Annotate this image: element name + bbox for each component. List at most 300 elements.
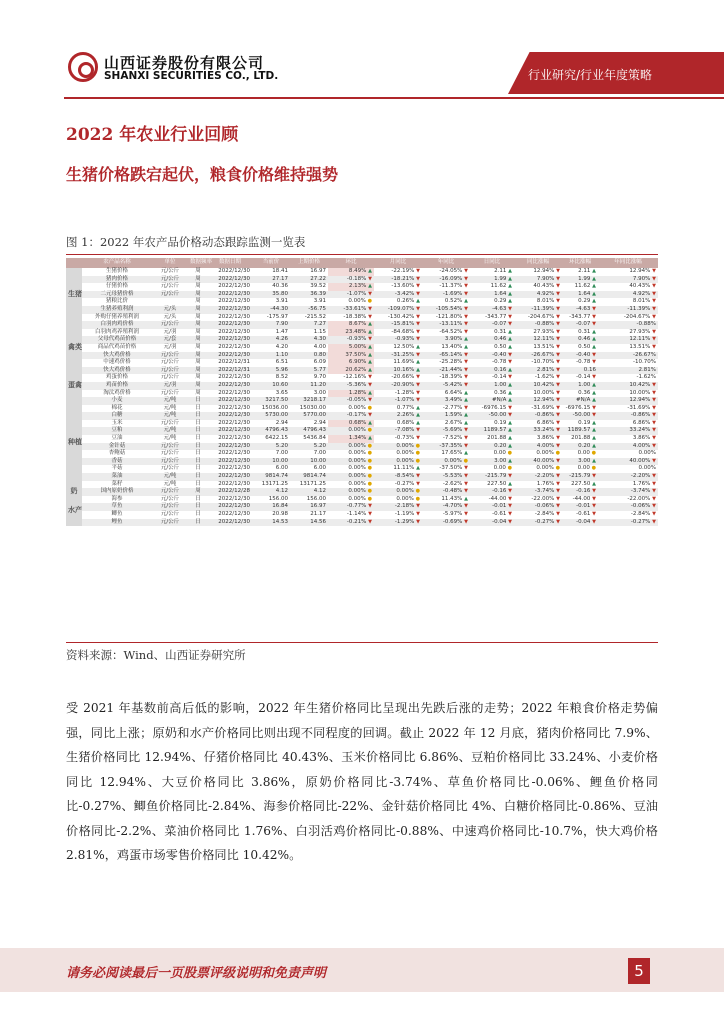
- table-cell: 17.65% ▲: [441, 450, 468, 457]
- table-cell: 2022/12/30: [208, 276, 252, 284]
- down-arrow-icon: ▼: [464, 435, 468, 442]
- table-row: [66, 503, 658, 511]
- up-arrow-icon: ▲: [592, 328, 596, 335]
- down-arrow-icon: ▼: [556, 283, 560, 290]
- table-cell: 元/公斤: [152, 503, 188, 511]
- up-arrow-icon: ▲: [368, 328, 372, 335]
- footer-disclaimer: 请务必阅读最后一页股票评级说明和免责声明: [66, 966, 327, 981]
- table-cell: 8.52: [275, 374, 288, 381]
- table-cell: 27.93% ▼: [533, 328, 560, 335]
- down-arrow-icon: ▼: [556, 343, 560, 350]
- table-cell: #N/A ▲: [470, 397, 514, 405]
- table-cell: 9814.74: [290, 473, 328, 481]
- table-cell: -2.18% ▼: [374, 503, 422, 511]
- company-name-cn: 山西证券股份有限公司: [104, 54, 265, 72]
- company-name-en: SHANXI SECURITIES CO., LTD.: [104, 70, 279, 82]
- up-arrow-icon: ▲: [508, 328, 512, 335]
- table-cell: 18.41: [272, 268, 288, 274]
- table-cell: 元/公斤: [152, 367, 188, 375]
- flat-dot-icon: ●: [367, 298, 372, 305]
- table-cell: -22.00% ▼: [531, 495, 560, 502]
- down-arrow-icon: ▼: [556, 328, 560, 335]
- down-arrow-icon: ▼: [416, 313, 420, 320]
- table-cell: 日: [188, 397, 208, 405]
- table-row: [66, 374, 658, 382]
- up-arrow-icon: ▲: [508, 381, 512, 388]
- table-cell: 4.92% ▼: [598, 291, 658, 299]
- table-cell: 15036.00: [261, 404, 288, 411]
- up-arrow-icon: ▲: [416, 359, 420, 366]
- down-arrow-icon: ▼: [592, 473, 596, 480]
- table-cell: -31.69% ▼: [531, 404, 560, 411]
- page-number: 5: [628, 958, 650, 984]
- down-arrow-icon: ▼: [556, 473, 560, 480]
- table-cell: 0.68% ▲: [396, 419, 420, 426]
- table-cell: 2022/12/30: [208, 336, 252, 344]
- down-arrow-icon: ▼: [416, 518, 420, 525]
- up-arrow-icon: ▲: [592, 442, 596, 449]
- down-arrow-icon: ▼: [652, 313, 656, 320]
- table-cell: -0.01 ▼: [470, 503, 514, 511]
- table-row: [66, 465, 658, 473]
- table-cell: 0.00% ●: [328, 458, 374, 466]
- table-cell: 3.91: [313, 298, 326, 305]
- down-arrow-icon: ▼: [556, 366, 560, 373]
- down-arrow-icon: ▼: [556, 442, 560, 449]
- up-arrow-icon: ▲: [508, 336, 512, 343]
- table-cell: -3.42% ▼: [374, 291, 422, 299]
- figure-caption: 图 1：2022 年农产品价格动态跟踪监测一览表: [66, 234, 658, 255]
- table-cell: 5.77: [290, 367, 328, 375]
- down-arrow-icon: ▼: [652, 473, 656, 480]
- down-arrow-icon: ▼: [652, 511, 656, 517]
- down-arrow-icon: ▼: [556, 518, 560, 525]
- table-cell: 2022/12/28: [208, 488, 252, 496]
- down-arrow-icon: ▼: [652, 442, 656, 449]
- flat-dot-icon: ●: [507, 465, 512, 472]
- table-cell: 日: [195, 511, 201, 517]
- table-cell: 37.50% ▲: [328, 352, 374, 360]
- table-cell: 40.43% ▼: [629, 283, 656, 290]
- table-cell: 4.00% ▼: [598, 443, 658, 451]
- table-cell: 227.50 ▲: [487, 480, 512, 487]
- table-cell: 10.16% ▲: [374, 367, 422, 375]
- down-arrow-icon: ▼: [652, 290, 656, 297]
- table-header-row: [66, 258, 658, 268]
- table-cell: -0.73% ▼: [394, 435, 420, 442]
- down-arrow-icon: ▼: [652, 503, 656, 510]
- table-cell: 0.00% ●: [348, 450, 372, 457]
- table-cell: 12.50% ▲: [393, 343, 420, 350]
- table-cell: -0.06% ▼: [514, 503, 562, 511]
- table-cell: 7.00: [275, 450, 288, 457]
- down-arrow-icon: ▼: [464, 359, 468, 366]
- down-arrow-icon: ▼: [508, 473, 512, 480]
- table-cell: 0.00% ●: [374, 488, 422, 496]
- table-row: [66, 336, 658, 344]
- table-cell: 2022/12/30: [218, 343, 250, 350]
- table-cell: 6.86% ▼: [536, 419, 560, 426]
- up-arrow-icon: ▲: [464, 450, 468, 457]
- table-cell: 0.00%: [638, 450, 656, 457]
- table-cell: -22.19% ▼: [391, 268, 420, 274]
- table-cell: -2.20% ▼: [598, 473, 658, 481]
- table-row: [66, 412, 658, 420]
- table-cell: 0.52% ▲: [444, 298, 468, 305]
- down-arrow-icon: ▼: [592, 313, 596, 320]
- down-arrow-icon: ▼: [464, 328, 468, 335]
- table-cell: 6.86% ▼: [632, 419, 656, 426]
- table-cell: 1.76% ▼: [536, 480, 560, 487]
- table-cell: 周: [195, 389, 201, 396]
- up-arrow-icon: ▲: [368, 389, 372, 396]
- table-cell: -0.18% ▼: [328, 276, 374, 284]
- down-arrow-icon: ▼: [652, 305, 656, 312]
- table-cell: 元/公斤: [160, 268, 180, 274]
- table-cell: 11.11% ▲: [393, 465, 420, 472]
- table-cell: -26.67%: [598, 352, 658, 360]
- page-header: [0, 0, 724, 100]
- table-cell: 27.93% ▼: [629, 328, 656, 335]
- table-cell: 2.67% ▲: [444, 419, 468, 426]
- down-arrow-icon: ▼: [368, 503, 372, 510]
- flat-dot-icon: ●: [367, 480, 372, 487]
- up-arrow-icon: ▲: [508, 442, 512, 449]
- table-cell: 156.00: [268, 495, 288, 502]
- flat-dot-icon: ●: [507, 450, 512, 457]
- table-cell: 元/羽: [163, 328, 177, 335]
- table-cell: 7.90: [252, 321, 290, 329]
- table-cell: 2022/12/30: [208, 458, 252, 466]
- table-cell: 10.42% ▼: [598, 382, 658, 390]
- table-header-cell: 数据频率: [188, 258, 208, 268]
- table-cell: 1.76% ▼: [632, 480, 656, 487]
- flat-dot-icon: ●: [415, 488, 420, 495]
- down-arrow-icon: ▼: [556, 404, 560, 411]
- table-cell: 2022/12/30: [208, 427, 252, 435]
- table-row: [66, 458, 658, 466]
- table-cell: -20.90% ▼: [374, 382, 422, 390]
- table-cell: 0.00%: [638, 465, 656, 472]
- table-cell: -18.38% ▼: [343, 313, 372, 320]
- table-cell: 2.94: [275, 419, 288, 426]
- table-cell: 2022/12/30: [218, 389, 250, 396]
- up-arrow-icon: ▲: [508, 480, 512, 487]
- down-arrow-icon: ▼: [652, 397, 656, 404]
- body-paragraph: 受 2021 年基数前高后低的影响，2022 年生猪价格同比呈现出先跌后涨的走势；2022 年粮食价格走势偏强，同比上涨；原奶和水产价格同比则出现不同程度的回调。截止 2022 年 12 月底，猪肉价格同比 7.9%、生猪价格同比 12.94%、仔猪价格同比 40.43%、玉米价格同比 6.86%、豆粕价格同比 33.24%、小麦价格同比 12.94%、大豆价格同比 3.86%，原奶价格同比-3.74%、草鱼价格同比-0.06%、鲤鱼价格同比-0.27%、鲫鱼价格同比-2.84%、海参价格同比-22%、金针菇价格同比 4%、白糖价格同比-0.86%、豆油价格同比-2.2%、菜油价格同比 1.76%、白羽活鸡价格同比-0.88%、中速鸡价格同比-10.7%，快大鸡价格 2.81%，鸡蛋市场零售价格同比 10.42%。: [66, 701, 658, 862]
- table-cell: 日: [188, 473, 208, 481]
- down-arrow-icon: ▼: [556, 488, 560, 495]
- table-cell: -0.88%: [598, 321, 658, 329]
- table-cell: 元/公斤: [160, 359, 180, 366]
- table-cell: [152, 298, 188, 306]
- table-cell: -5.36% ▼: [328, 382, 374, 390]
- table-cell: 元/羽: [163, 343, 177, 350]
- table-cell: 0.00% ●: [374, 458, 422, 466]
- down-arrow-icon: ▼: [464, 511, 468, 517]
- table-cell: -10.70%: [633, 359, 656, 366]
- table-cell: -2.84% ▼: [630, 511, 656, 517]
- table-cell: 3.00 ▲: [562, 458, 598, 466]
- table-cell: 0.36 ▲: [494, 389, 512, 396]
- table-cell: 0.00% ●: [348, 465, 372, 472]
- table-cell: 2022/12/30: [218, 298, 250, 305]
- table-cell: 13.51% ▼: [533, 343, 560, 350]
- down-arrow-icon: ▼: [508, 495, 512, 502]
- down-arrow-icon: ▼: [652, 275, 656, 282]
- table-header-cell: 环比: [328, 258, 374, 268]
- table-cell: 1.10: [252, 352, 290, 360]
- up-arrow-icon: ▲: [368, 351, 372, 358]
- table-cell: 4.30: [290, 336, 328, 344]
- up-arrow-icon: ▲: [508, 457, 512, 464]
- up-arrow-icon: ▲: [368, 435, 372, 442]
- table-cell: 3.00: [313, 389, 326, 396]
- table-cell: 白羽肉鸡价格: [82, 321, 152, 329]
- table-cell: -0.21% ▼: [328, 519, 374, 527]
- table-cell: 元/头: [163, 313, 177, 320]
- table-cell: 元/公斤: [160, 283, 180, 290]
- table-cell: 2.81% ▼: [514, 367, 562, 375]
- table-row: [66, 291, 658, 299]
- table-cell: -20.66% ▼: [391, 374, 420, 381]
- up-arrow-icon: ▲: [416, 465, 420, 472]
- table-cell: -26.67% ▼: [514, 352, 562, 360]
- up-arrow-icon: ▲: [368, 268, 372, 274]
- down-arrow-icon: ▼: [556, 389, 560, 396]
- table-cell: 0.46 ▲: [470, 336, 514, 344]
- flat-dot-icon: ●: [367, 473, 372, 480]
- table-cell: 1.99 ▲: [562, 276, 598, 284]
- up-arrow-icon: ▲: [416, 412, 420, 419]
- table-header-cell: [66, 258, 82, 268]
- down-arrow-icon: ▼: [416, 374, 420, 381]
- up-arrow-icon: ▲: [508, 366, 512, 373]
- down-arrow-icon: ▼: [416, 480, 420, 487]
- table-cell: 2022/12/30: [208, 306, 252, 314]
- table-cell: 11.43% ▲: [441, 495, 468, 502]
- table-cell: 淘汰鸡价格: [103, 389, 131, 396]
- down-arrow-icon: ▼: [416, 351, 420, 358]
- table-cell: 1189.57 ▲: [470, 427, 514, 435]
- table-cell: 菜籽: [111, 480, 123, 487]
- up-arrow-icon: ▲: [592, 275, 596, 282]
- down-arrow-icon: ▼: [556, 313, 560, 320]
- table-cell: -5.69% ▼: [422, 427, 470, 435]
- table-cell: 0.20 ▲: [562, 443, 598, 451]
- table-cell: -0.77% ▼: [328, 503, 374, 511]
- table-cell: -0.69% ▼: [422, 519, 470, 527]
- table-cell: 2.11 ▲: [578, 268, 596, 274]
- table-group-label: 禽类: [66, 321, 82, 374]
- table-row: [66, 473, 658, 481]
- table-cell: 5.00% ▲: [328, 344, 374, 352]
- up-arrow-icon: ▲: [508, 298, 512, 305]
- table-cell: 1.59% ▲: [422, 412, 470, 420]
- table-cell: -37.50% ▼: [439, 465, 468, 472]
- table-cell: 9814.74: [252, 473, 290, 481]
- table-cell: -175.97: [266, 313, 288, 320]
- table-cell: 日: [195, 450, 201, 457]
- table-cell: 2022/12/30: [208, 519, 252, 527]
- table-cell: 6.90% ▲: [328, 359, 374, 367]
- up-arrow-icon: ▲: [464, 397, 468, 404]
- table-cell: 0.00 ●: [493, 450, 512, 457]
- table-cell: 仔猪价格: [105, 283, 128, 290]
- table-cell: 0.50 ▲: [578, 343, 596, 350]
- table-cell: -37.35% ▼: [422, 443, 470, 451]
- table-cell: 2022/12/30: [218, 435, 250, 442]
- down-arrow-icon: ▼: [368, 336, 372, 343]
- table-row: [66, 443, 658, 451]
- up-arrow-icon: ▲: [592, 480, 596, 487]
- table-cell: -5.53% ▼: [422, 473, 470, 481]
- table-cell: 元/公斤: [160, 419, 180, 426]
- table-row: [66, 321, 658, 329]
- down-arrow-icon: ▼: [556, 374, 560, 381]
- up-arrow-icon: ▲: [368, 283, 372, 290]
- table-cell: 4796.43: [290, 427, 328, 435]
- table-cell: 元/羽: [152, 382, 188, 390]
- table-cell: 13171.25: [299, 480, 326, 487]
- down-arrow-icon: ▼: [556, 412, 560, 419]
- up-arrow-icon: ▲: [464, 298, 468, 305]
- table-cell: 香菇: [82, 458, 152, 466]
- table-cell: 6.51: [275, 359, 288, 366]
- table-cell: 0.29 ▲: [578, 298, 596, 305]
- down-arrow-icon: ▼: [464, 305, 468, 312]
- table-cell: -18.39% ▼: [439, 374, 468, 381]
- down-arrow-icon: ▼: [592, 412, 596, 419]
- down-arrow-icon: ▼: [508, 359, 512, 366]
- table-cell: -44.00 ▼: [488, 495, 512, 502]
- up-arrow-icon: ▲: [368, 419, 372, 426]
- down-arrow-icon: ▼: [652, 457, 656, 464]
- table-cell: 13171.25: [261, 480, 288, 487]
- table-cell: -22.00% ▼: [627, 495, 656, 502]
- table-cell: 周: [188, 488, 208, 496]
- table-cell: -121.80% ▼: [435, 313, 468, 320]
- flat-dot-icon: ●: [367, 404, 372, 411]
- table-header-cell: 环比涨幅: [562, 258, 598, 268]
- up-arrow-icon: ▲: [592, 283, 596, 290]
- table-cell: 周: [188, 306, 208, 314]
- table-header-cell: 上期价格: [290, 258, 328, 268]
- table-cell: -0.07 ▼: [562, 321, 598, 329]
- table-cell: -0.16 ▼: [470, 488, 514, 496]
- up-arrow-icon: ▲: [508, 283, 512, 290]
- down-arrow-icon: ▼: [652, 488, 656, 495]
- table-row: [66, 405, 658, 413]
- table-cell: 0.00% ●: [396, 495, 420, 502]
- table-cell: 0.00% ●: [348, 480, 372, 487]
- table-cell: 元/套: [152, 336, 188, 344]
- table-cell: 1.99 ▲: [470, 276, 514, 284]
- table-cell: 6.64% ▲: [444, 389, 468, 396]
- table-cell: 1.64 ▲: [470, 291, 514, 299]
- down-arrow-icon: ▼: [508, 488, 512, 495]
- table-cell: -0.04 ▼: [470, 519, 514, 527]
- table-cell: 6.00: [313, 465, 326, 472]
- table-cell: -21.44% ▼: [422, 367, 470, 375]
- table-cell: 3.49% ▲: [422, 397, 470, 405]
- table-cell: 0.00 ●: [493, 465, 512, 472]
- up-arrow-icon: ▲: [416, 404, 420, 411]
- table-cell: 4.92% ▼: [514, 291, 562, 299]
- table-cell: 8.01% ▼: [536, 298, 560, 305]
- table-cell: -1.29% ▼: [374, 519, 422, 527]
- table-cell: -0.01 ▼: [562, 503, 598, 511]
- up-arrow-icon: ▲: [464, 336, 468, 343]
- table-cell: 2022/12/30: [208, 473, 252, 481]
- table-cell: 5.20: [252, 443, 290, 451]
- table-cell: 日: [195, 419, 201, 426]
- table-cell: 3.86% ▼: [632, 435, 656, 442]
- table-header-cell: 当前价: [252, 258, 290, 268]
- table-cell: -215.52: [304, 313, 326, 320]
- table-cell: 4.00% ▼: [514, 443, 562, 451]
- up-arrow-icon: ▲: [508, 268, 512, 274]
- table-cell: 日: [188, 458, 208, 466]
- table-cell: -2.62% ▼: [442, 480, 468, 487]
- table-row: [66, 329, 658, 337]
- table-cell: -0.48% ▼: [422, 488, 470, 496]
- table-header-cell: 年同比涨幅: [598, 258, 658, 268]
- table-cell: 12.11% ▼: [514, 336, 562, 344]
- table-cell: -11.39% ▼: [598, 306, 658, 314]
- table-cell: 0.26% ▲: [396, 298, 420, 305]
- table-cell: 16.97: [310, 268, 326, 274]
- table-cell: 13.51% ▼: [629, 343, 656, 350]
- down-arrow-icon: ▼: [652, 495, 656, 502]
- table-cell: -6976.15 ▼: [565, 404, 596, 411]
- table-cell: 0.20 ▲: [470, 443, 514, 451]
- table-cell: 227.50 ▲: [571, 480, 596, 487]
- table-cell: 8.67% ▲: [328, 321, 374, 329]
- table-header-cell: 数据日期: [208, 258, 252, 268]
- table-cell: -15.81% ▼: [374, 321, 422, 329]
- down-arrow-icon: ▼: [592, 488, 596, 495]
- table-header-cell: 农产品名称: [82, 258, 152, 268]
- table-cell: 2022/12/30: [208, 397, 252, 405]
- up-arrow-icon: ▲: [592, 268, 596, 274]
- down-arrow-icon: ▼: [508, 404, 512, 411]
- table-header-cell: 同比涨幅: [514, 258, 562, 268]
- table-cell: 2022/12/31: [208, 367, 252, 375]
- down-arrow-icon: ▼: [416, 397, 420, 404]
- table-cell: 11.69% ▲: [393, 359, 420, 366]
- table-cell: 11.20: [290, 382, 328, 390]
- table-cell: 小麦: [82, 397, 152, 405]
- down-arrow-icon: ▼: [416, 275, 420, 282]
- down-arrow-icon: ▼: [464, 374, 468, 381]
- down-arrow-icon: ▼: [652, 412, 656, 419]
- table-cell: 3218.17: [290, 397, 328, 405]
- table-cell: 周: [195, 328, 201, 335]
- table-cell: -0.93% ▼: [328, 336, 374, 344]
- down-arrow-icon: ▼: [464, 366, 468, 373]
- table-cell: -0.78 ▼: [576, 359, 596, 366]
- header-rule: [64, 97, 724, 99]
- down-arrow-icon: ▼: [556, 321, 560, 328]
- table-cell: 2022/12/30: [218, 404, 250, 411]
- table-cell: 元/公斤: [152, 352, 188, 360]
- table-cell: 1.34% ▲: [328, 435, 374, 443]
- table-cell: 40.36: [272, 283, 288, 290]
- table-cell: -7.52% ▼: [442, 435, 468, 442]
- up-arrow-icon: ▲: [592, 419, 596, 426]
- down-arrow-icon: ▼: [592, 359, 596, 366]
